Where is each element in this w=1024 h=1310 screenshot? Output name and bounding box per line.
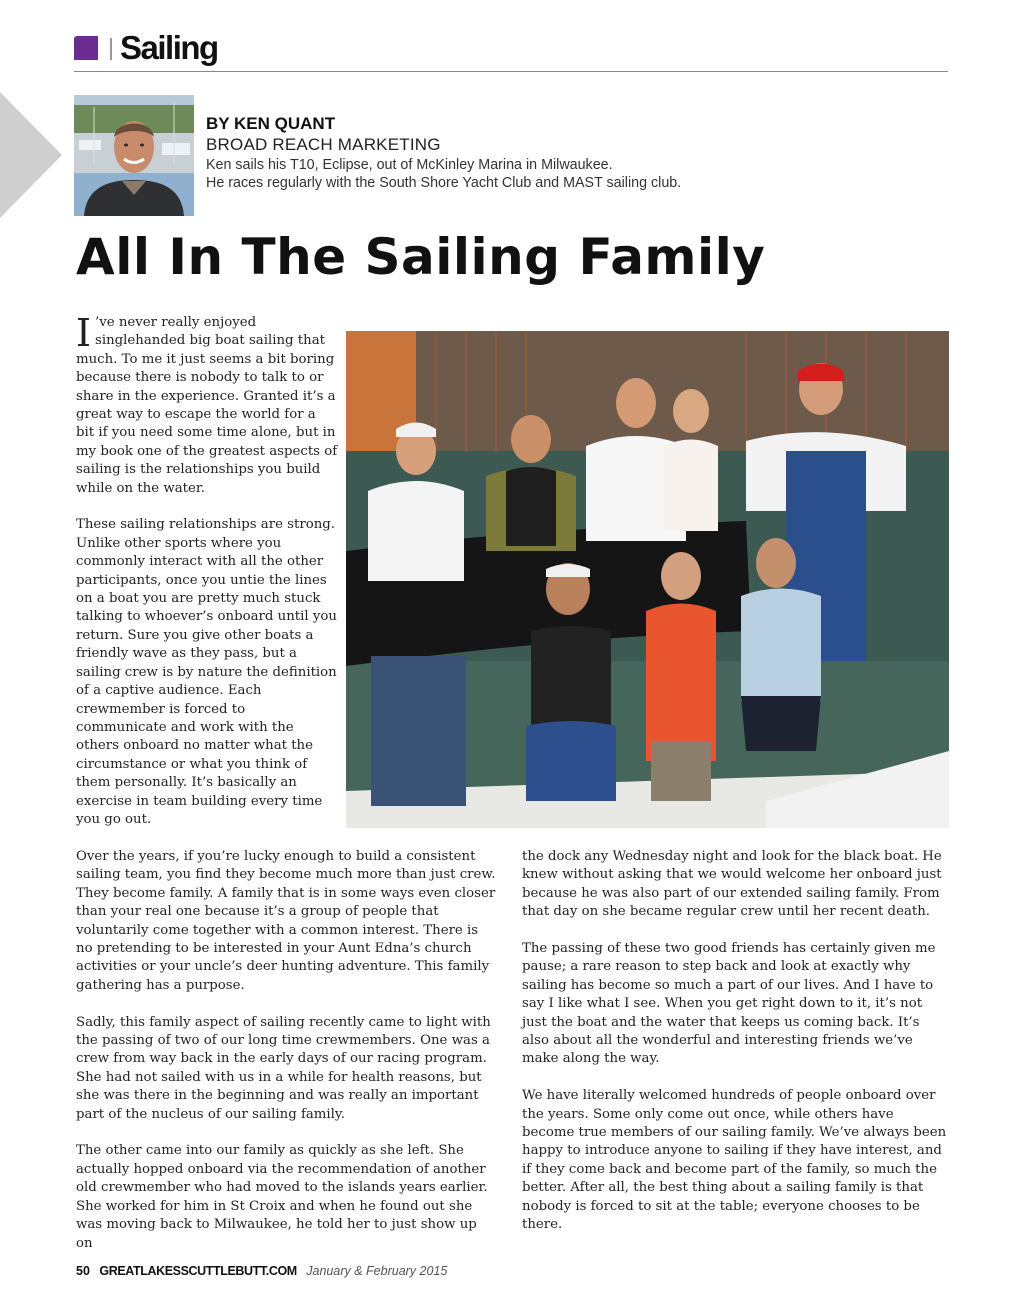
section-title: Sailing [120, 29, 218, 66]
intro-column [76, 311, 338, 848]
article-paragraph: The passing of these two good friends has certainly given me pause; a rare reason to step back and look at exactly why sailing has become so much a part of our lives. And I have to say I like what I see. When you get right down to it, it’s not just the boat and the water that keeps us coming back. It’s also about all the wonderful and interesting friends we’ve make along the way. [522, 941, 936, 1067]
article-paragraph [76, 311, 338, 498]
article-paragraph: We have literally welcomed hundreds of people onboard over the years. Some only come out once, while others have become true members of our sailing family. We’ve always been happy to introduce anyone to sailing if they have interest, and if they come back and become part of the family, so much the better. After all, the best thing about a sailing family is that nobody is forced to sit at the table; everyone chooses to be there. [522, 1088, 947, 1233]
crew-photo [346, 331, 949, 828]
author-name: BY KEN QUANT [206, 114, 336, 133]
left-column [76, 848, 496, 1271]
article-paragraph: The other came into our family as quickly as she left. She actually hopped onboard via the recommendation of another old crewmember who had moved to the islands years earlier. She worked for him in St Croix and when he found out she was moving back to Milwaukee, he told her to just show up on [76, 1143, 488, 1251]
drop-cap: I [76, 311, 92, 355]
article-paragraph: These sailing relationships are strong. Unlike other sports where you commonly interact with all the other participants, once you untie the lines on a boat you are pretty much stuck talking to whoever’s onboard until you return. Sure you give other boats a friendly wave as they pass, but a sailing crew is by nature the definition of a captive audience. Each crewmember is forced to communicate and work with the others onboard no matter what the circumstance or what you think of them personally. It’s basically an exercise in team building every time you go out. [76, 517, 337, 827]
author-bio-line: He races regularly with the South Shore Yacht Club and MAST sailing club. [206, 175, 682, 191]
section-marker-icon [74, 36, 98, 60]
page-number: 50 [76, 1264, 90, 1278]
crew-group-image [346, 331, 949, 828]
paragraph-text: ’ve never really enjoyed singlehanded big boat sailing that much. To me it just seems a bit boring because there is nobody to talk to or share in the experience. Granted it’s a great way to escape the world for a bit if you need some time alone, but in my book one of the greatest aspects of sailing is the relationships you build while on the water. [76, 315, 338, 496]
page-footer [76, 1264, 447, 1278]
article-headline: All In The Sailing Family [76, 228, 766, 286]
article-paragraph: Over the years, if you’re lucky enough to build a consistent sailing team, you find they become much more than just crew. They become family. A family that is in some ways even closer than your real one because it’s a group of people that voluntarily come together with a common interest. There is no pretending to be interested in your Aunt Edna’s church activities or your uncle’s deer hunting adventure. This family gathering has a purpose. [76, 849, 496, 993]
header-rule [74, 71, 948, 72]
author-portrait-image [74, 95, 194, 216]
author-photo [74, 95, 194, 216]
section-divider [110, 38, 112, 60]
article-paragraph: Sadly, this family aspect of sailing recently came to light with the passing of two of our long time crewmembers. One was a crew from way back in the early days of our racing program. She had not sailed with us in a while for health reasons, but she was there in the beginning and was really an important part of the nucleus of our sailing family. [76, 1014, 491, 1122]
right-column [522, 848, 948, 1253]
page-arrow-icon [0, 92, 62, 218]
footer-site: GREATLAKESSCUTTLEBUTT.COM [99, 1264, 297, 1278]
footer-issue: January & February 2015 [306, 1264, 448, 1278]
article-paragraph: the dock any Wednesday night and look for the black boat. He knew without asking that we would welcome her onboard just because he was also part of our extended sailing family. From that day on she became regular crew until her recent death. [522, 849, 942, 920]
author-company: BROAD REACH MARKETING [206, 135, 441, 154]
author-bio-line: Ken sails his T10, Eclipse, out of McKinley Marina in Milwaukee. [206, 157, 613, 173]
